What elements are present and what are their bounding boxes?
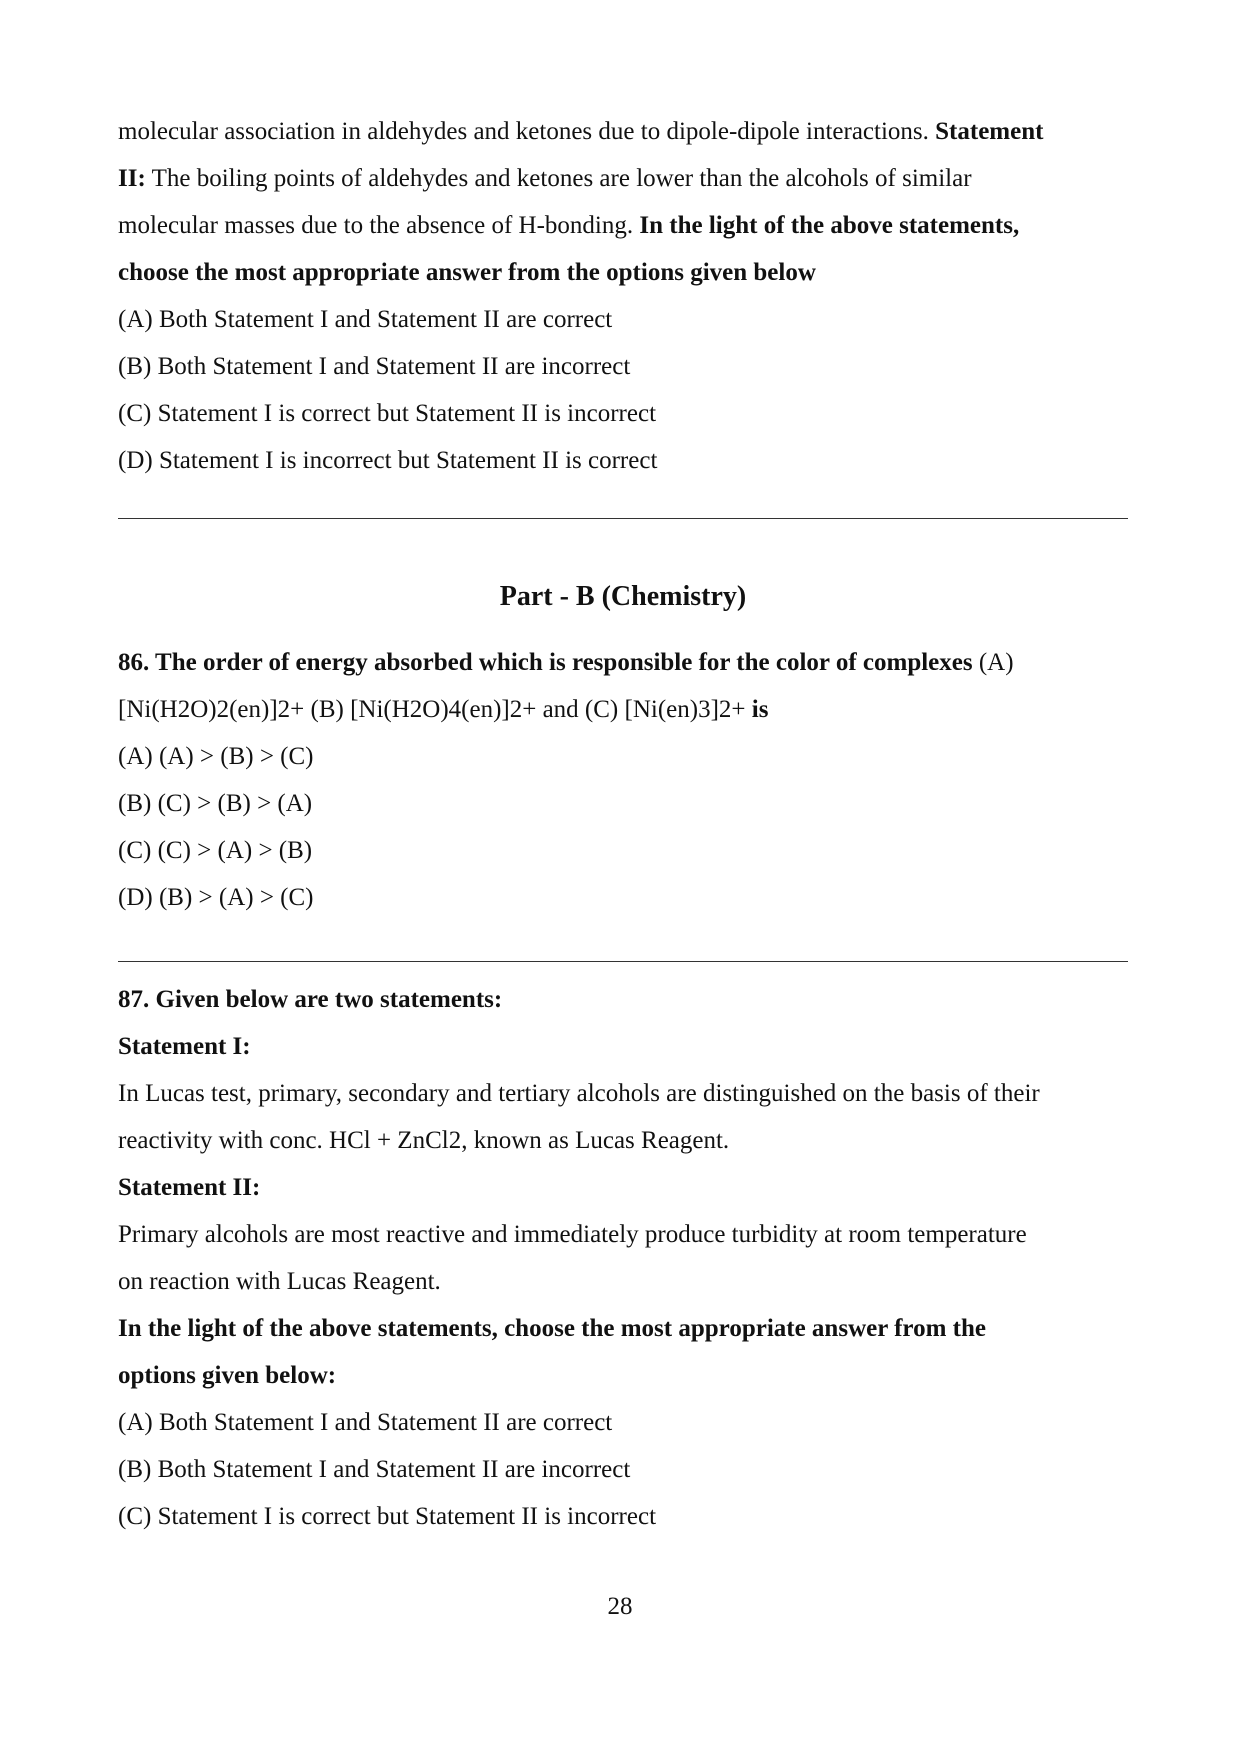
answer-option: (B) Both Statement I and Statement II are incorrect [118,1456,631,1483]
page-number: 28 [607,1593,633,1620]
answer-option: (D) (B) > (A) > (C) [118,884,314,911]
question-instruction: options given below: [118,1362,337,1389]
statement-text-line: on reaction with Lucas Reagent. [118,1268,441,1295]
answer-option: (D) Statement I is incorrect but Statement II is correct [118,447,658,474]
part-heading: Part - B (Chemistry) [499,581,747,612]
answer-option: (A) Both Statement I and Statement II are correct [118,1409,613,1436]
question-87 [118,976,1128,1540]
question-86 [118,639,1128,921]
question-instruction: choose the most appropriate answer from the options given below [118,259,816,286]
question-text-line: molecular masses due to the absence of H-bonding. In the light of the above statements, [118,212,1020,239]
question-instruction: In the light of the above statements, choose the most appropriate answer from the [118,1315,986,1342]
question-title: 87. Given below are two statements: [118,986,503,1013]
statement-text-line: reactivity with conc. HCl + ZnCl2, known as Lucas Reagent. [118,1127,730,1154]
statement-label: Statement I: [118,1033,251,1060]
question-85 [118,108,1128,484]
answer-option: (C) Statement I is correct but Statement II is incorrect [118,1503,657,1530]
answer-option: (A) (A) > (B) > (C) [118,743,314,770]
answer-option: (C) Statement I is correct but Statement II is incorrect [118,400,657,427]
answer-option: (A) Both Statement I and Statement II are correct [118,306,613,333]
section-divider [118,961,1128,962]
section-divider [118,518,1128,519]
question-text-line: 86. The order of energy absorbed which is responsible for the color of complexes (A) [118,649,1014,676]
statement-text-line: In Lucas test, primary, secondary and tertiary alcohols are distinguished on the basis of their [118,1080,1040,1107]
question-text-line: [Ni(H2O)2(en)]2+ (B) [Ni(H2O)4(en)]2+ and (C) [Ni(en)3]2+ is [118,696,769,723]
answer-option: (B) (C) > (B) > (A) [118,790,313,817]
statement-label: Statement II: [118,1174,261,1201]
answer-option: (C) (C) > (A) > (B) [118,837,313,864]
question-text-line: molecular association in aldehydes and ketones due to dipole-dipole interactions. Statement [118,118,1044,145]
answer-option: (B) Both Statement I and Statement II are incorrect [118,353,631,380]
page-content [118,108,1128,1540]
statement-text-line: Primary alcohols are most reactive and immediately produce turbidity at room temperature [118,1221,1027,1248]
question-text-line: II: The boiling points of aldehydes and ketones are lower than the alcohols of similar [118,165,972,192]
